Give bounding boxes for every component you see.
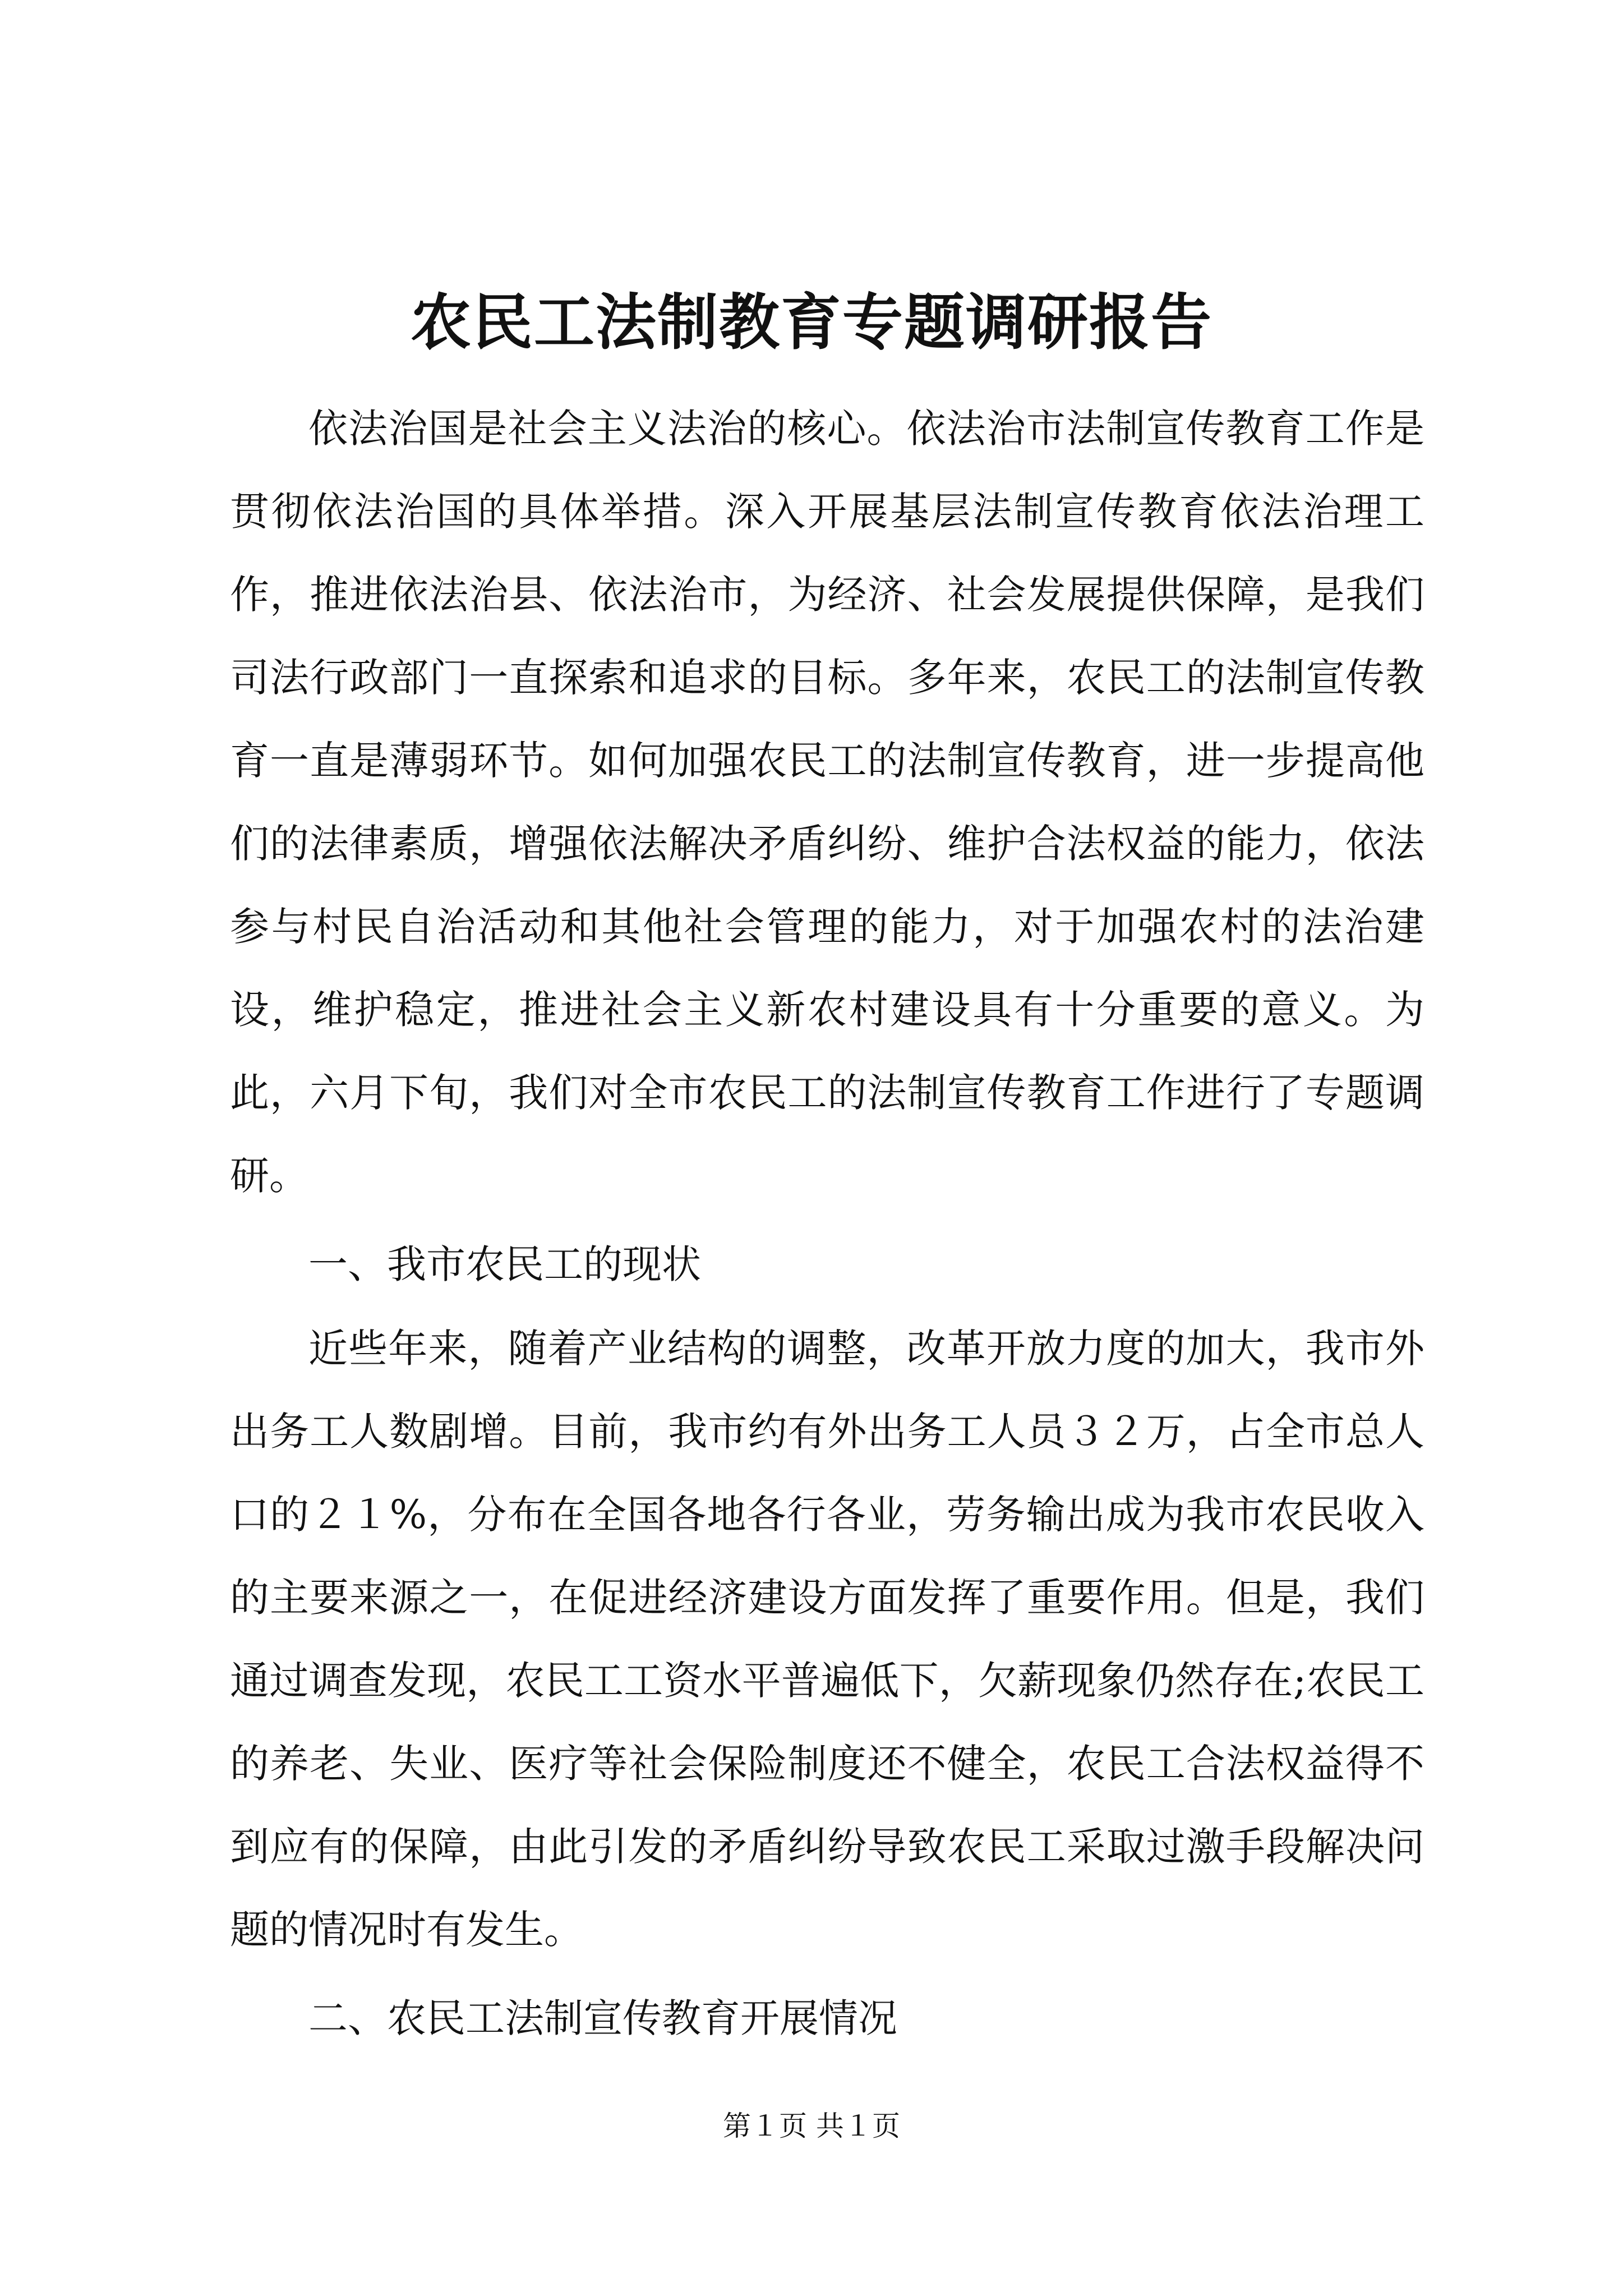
document-title: 农民工法制教育专题调研报告 [410,287,1212,358]
intro-paragraph: 依法治国是社会主义法治的核心。依法治市法制宣传教育工作是贯彻依法治国的具体举措。深入开展基层法制宣传教育依法治理工作，推进依法治县、依法治市，为经济、社会发展提供保障，是我们司法行政部门一直探索和追求的目标。多年来，农民工的法制宣传教育一直是薄弱环节。如何加强农民工的法制宣传教育，进一步提高他们的法律素质，增强依法解决矛盾纠纷、维护合法权益的能力，依法参与村民自治活动和其他社会管理的能力，对于加强农村的法治建设，维护稳定，推进社会主义新农村建设具有十分重要的意义。为此，六月下旬，我们对全市农民工的法制宣传教育工作进行了专题调研。 [230,406,1424,1199]
page-footer: 第１页 共１页 [723,2110,900,2142]
status-paragraph: 近些年来，随着产业结构的调整，改革开放力度的加大，我市外出务工人数剧增。目前，我市约有外出务工人员３２万，占全市总人口的２１%，分布在全国各地各行各业，劳务输出成为我市农民收入的主要来源之一，在促进经济建设方面发挥了重要作用。但是，我们通过调查发现，农民工工资水平普遍低下，欠薪现象仍然存在;农民工的养老、失业、医疗等社会保险制度还不健全，农民工合法权益得不到应有的保障，由此引发的矛盾纠纷导致农民工采取过激手段解决问题的情况时有发生。 [230,1326,1424,1953]
section-heading-2: 二、农民工法制宣传教育开展情况 [308,1995,897,2041]
document-body [230,387,1424,2060]
section-heading-1: 一、我市农民工的现状 [308,1241,701,1287]
